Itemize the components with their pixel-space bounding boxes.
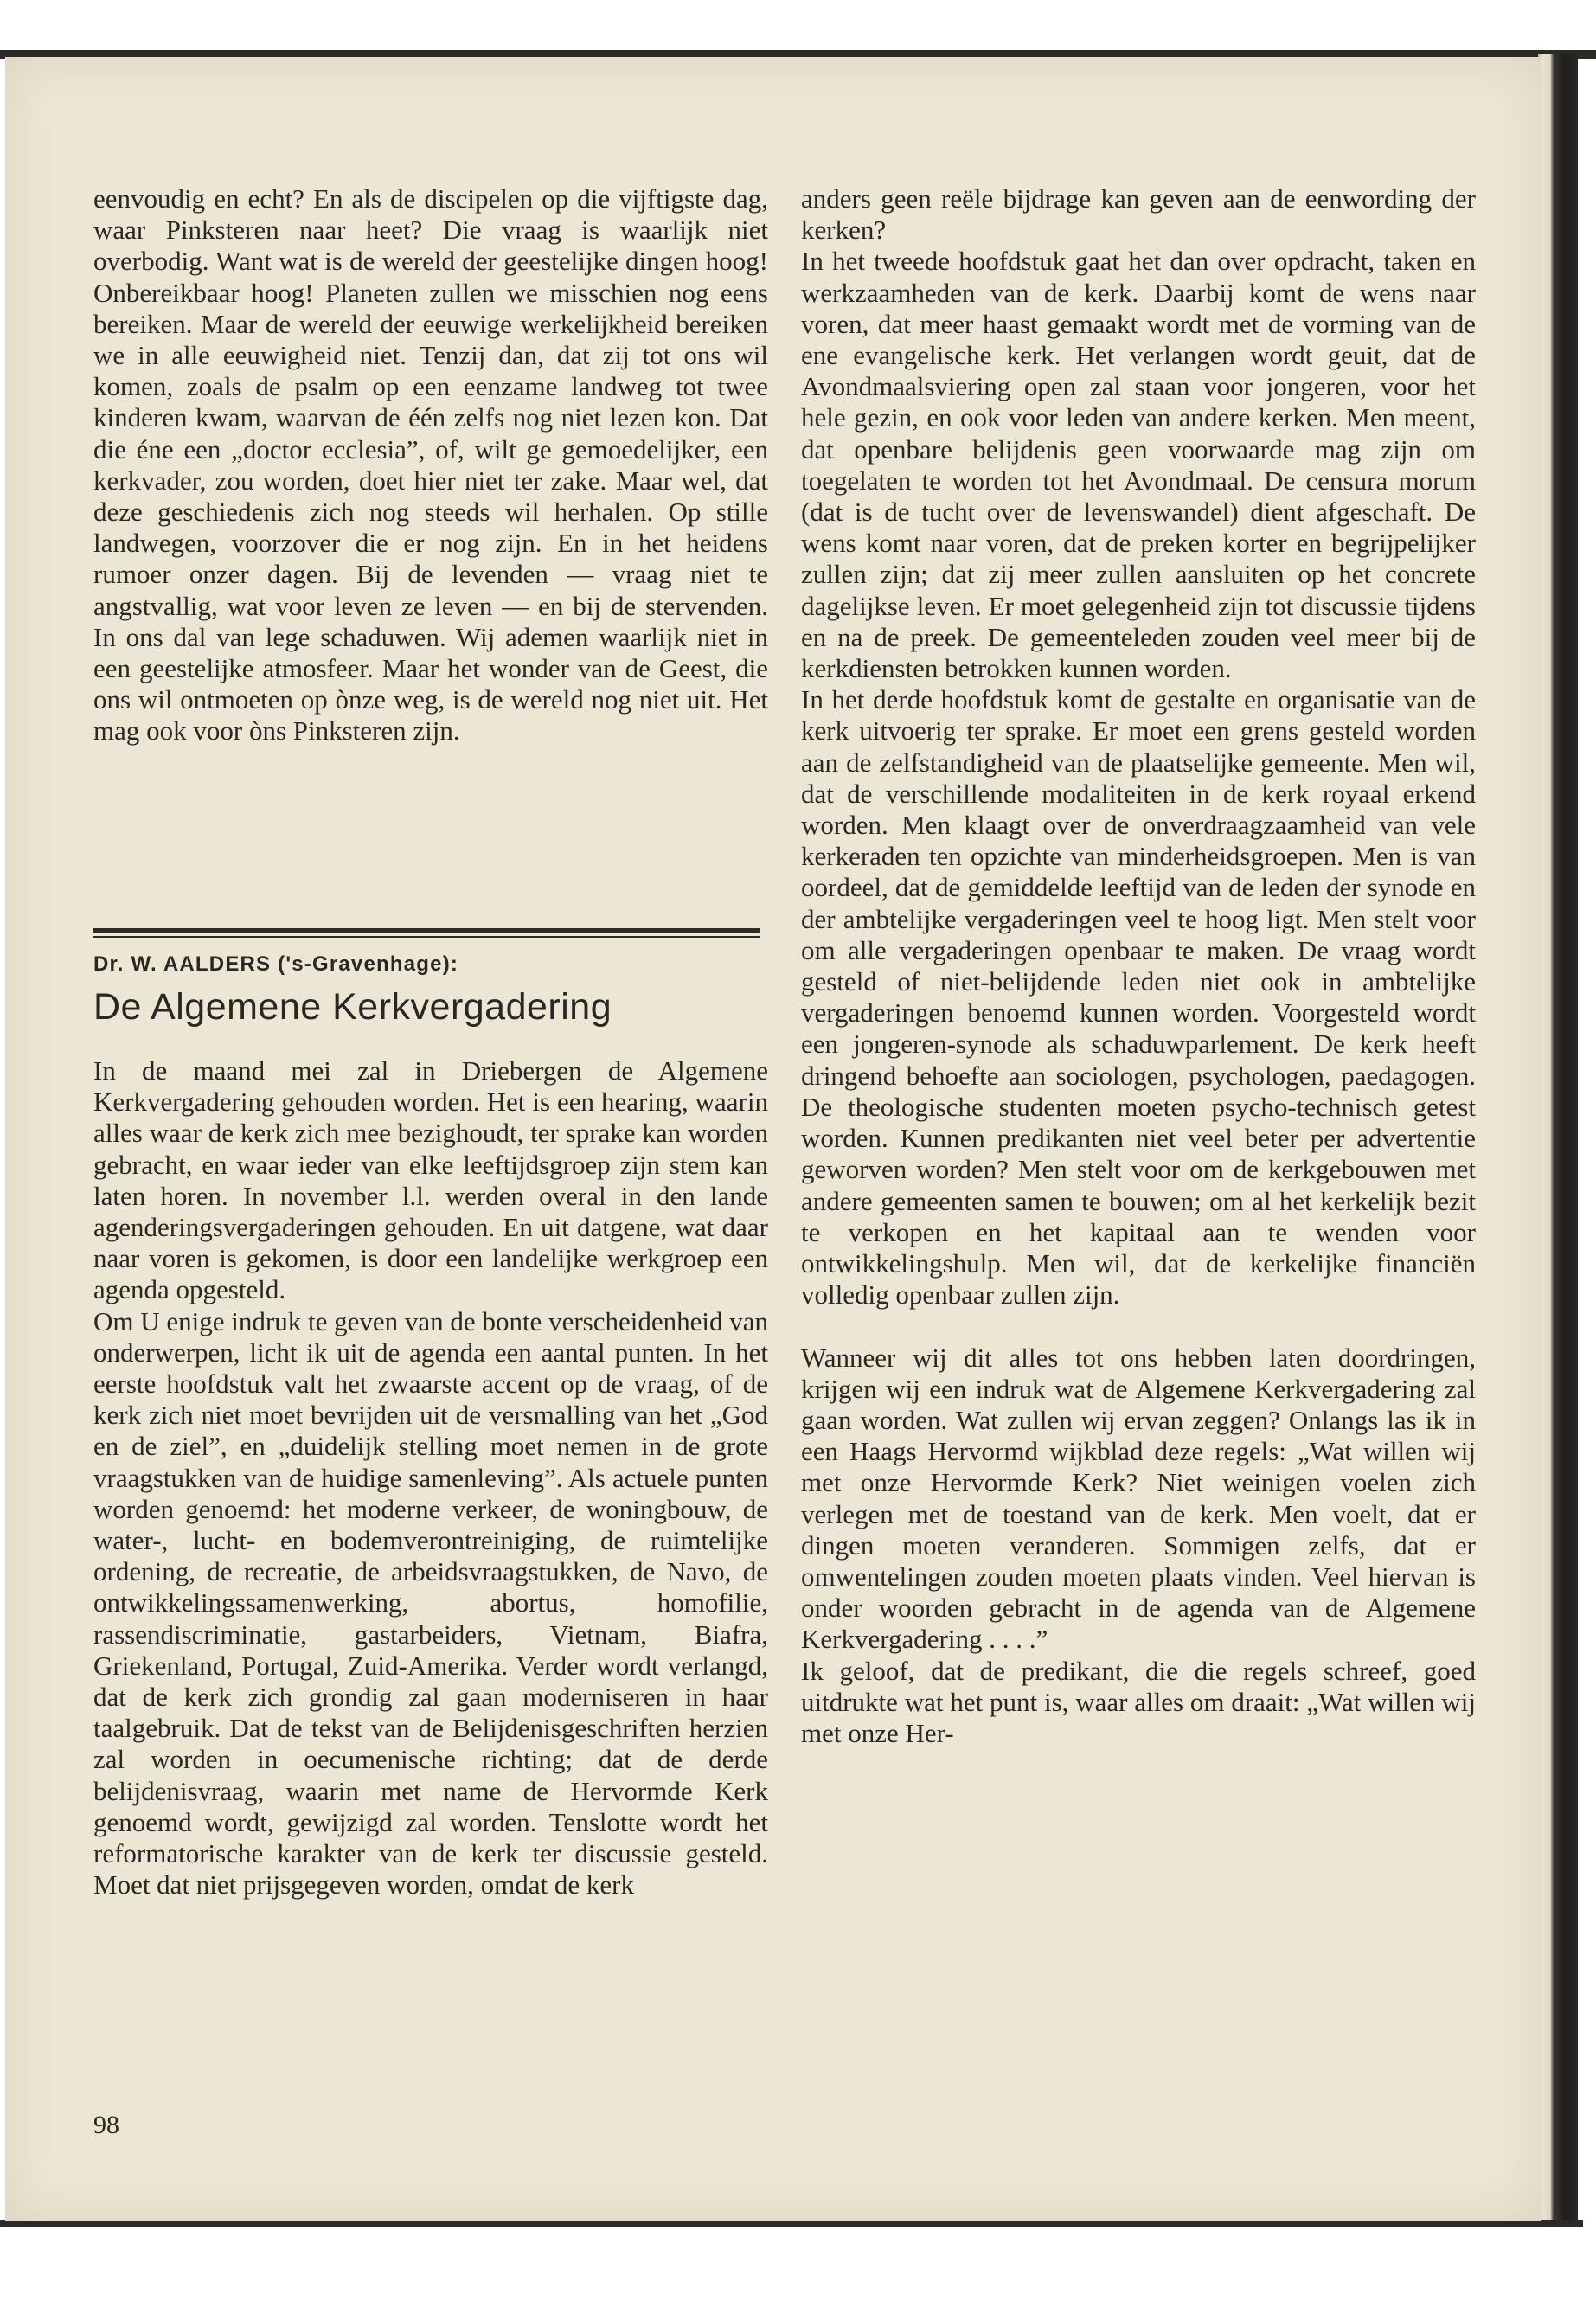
paragraph: anders geen reële bijdrage kan geven aan de eenwording der kerken?: [801, 183, 1476, 246]
paragraph: In het tweede hoofdstuk gaat het dan over opdracht, taken en werkzaamheden van de kerk. Daarbij komt de wens naar voren, dat meer haast gemaakt wordt met de vorming van de ene evangelische kerk. Het verlangen wordt geuit, dat de Avondmaalsviering open zal staan voor jongeren, voor het hele gezin, en ook voor leden van andere kerken. Men meent, dat openbare belijdenis geen voorwaarde mag zijn om toegelaten te worden tot het Avondmaal. De censura morum (dat is de tucht over de levenswandel) dient afgeschaft. De wens komt naar voren, dat de preken korter en begrijpelijker zullen zijn; dat zij meer zullen aansluiten op het concrete dagelijkse leven. Er moet gelegenheid zijn tot discussie tijdens en na de preek. De gemeenteleden zouden veel meer bij de kerkdiensten betrokken kunnen worden.: [801, 246, 1476, 684]
paragraph: Ik geloof, dat de predikant, die die regels schreef, goed uitdrukte wat het punt is, waar alles om draait: „Wat willen wij met onze Her-: [801, 1655, 1476, 1748]
paragraph-gap: [801, 1311, 1476, 1342]
paragraph: Om U enige indruk te geven van de bonte verscheidenheid van onderwerpen, licht ik uit de agenda een aantal punten. In het eerste hoofdstuk valt het zwaarste accent op de vraag, of de kerk zich niet moet bevrijden uit de versmalling van het „God en de ziel”, en „duidelijk stelling moet nemen in de grote vraagstukken van de huidige samenleving”. Als actuele punten worden genoemd: het moderne verkeer, de woningbouw, de water-, lucht- en bodemverontreiniging, de ruimtelijke ordening, de recreatie, de arbeidsvraagstukken, de Navo, de ontwikkelingssamenwerking, abortus, homofilie, rassendiscriminatie, gastarbeiders, Vietnam, Biafra, Griekenland, Portugal, Zuid-Amerika. Verder wordt verlangd, dat de kerk zich grondig zal gaan moderniseren in haar taalgebruik. Dat de tekst van de Belijdenisgeschriften herzien zal worden in oecumenische richting; dat de derde belijdenisvraag, waarin met name de Hervormde Kerk genoemd wordt, gewijzigd zal worden. Tenslotte wordt het reformatorische karakter van de kerk ter discussie gesteld. Moet dat niet prijsgegeven worden, omdat de kerk: [93, 1305, 768, 1900]
paragraph: In de maand mei zal in Driebergen de Algemene Kerkvergadering gehouden worden. Het is een hearing, waarin alles waar de kerk zich mee bezighoudt, ter sprake kan worden gebracht, en waar ieder van elke leeftijdsgroep zijn stem kan laten horen. In november l.l. werden overal in den lande agenderingsvergaderingen gehouden. En uit datgene, wat daar naar voren is gekomen, is door een landelijke werkgroep een agenda opgesteld.: [93, 1055, 768, 1305]
section-divider-thin: [93, 936, 760, 938]
article-byline: Dr. W. AALDERS ('s-Gravenhage):: [93, 952, 459, 976]
page-number: 98: [93, 2111, 119, 2139]
left-column-top-text: [93, 183, 768, 747]
paragraph: Wanneer wij dit alles tot ons hebben laten doordringen, krijgen wij een indruk wat de Algemene Kerkvergadering zal gaan worden. Wat zullen wij ervan zeggen? Onlangs las ik in een Haags Hervormd wijkblad deze regels: „Wat willen wij met onze Hervormde Kerk? Niet weinigen voelen zich verlegen met de toestand van de kerk. Men voelt, dat er dingen moeten veranderen. Sommigen zelfs, dat er omwentelingen zouden moeten plaats vinden. Veel hiervan is onder woorden gebracht in de agenda van de Algemene Kerkvergadering . . . .”: [801, 1342, 1476, 1655]
book-spine: [1538, 54, 1578, 2223]
left-column-article-text: [93, 1055, 768, 1900]
section-divider: [93, 928, 760, 933]
scan-border-top: [0, 0, 1596, 55]
article-title: De Algemene Kerkvergadering: [93, 986, 612, 1028]
paragraph: eenvoudig en echt? En als de discipelen op die vijftigste dag, waar Pinksteren naar heet? Die vraag is waarlijk niet overbodig. Want wat is de wereld der geestelijke dingen hoog! Onbereikbaar hoog! Planeten zullen we misschien nog eens bereiken. Maar de wereld der eeuwige werkelijkheid bereiken we in alle eeuwigheid niet. Tenzij dan, dat zij tot ons wil komen, zoals de psalm op een eenzame landweg tot twee kinderen kwam, waarvan de één zelfs nog niet lezen kon. Dat die éne een „doctor ecclesia”, of, wilt ge gemoedelijker, een kerkvader, zou worden, doet hier niet ter zake. Maar wel, dat deze geschiedenis zich nog steeds wil herhalen. Op stille landwegen, voorzover die er nog zijn. En in het heidens rumoer onzer dagen. Bij de levenden — vraag niet te angstvallig, wat voor leven ze leven — en bij de stervenden. In ons dal van lege schaduwen. Wij ademen waarlijk niet in een geestelijke atmosfeer. Maar het wonder van de Geest, die ons wil ontmoeten op ònze weg, is de wereld nog niet uit. Het mag ook voor òns Pinksteren zijn.: [93, 183, 768, 747]
paragraph: In het derde hoofdstuk komt de gestalte en organisatie van de kerk uitvoerig ter sprake. Er moet een grens gesteld worden aan de zelfstandigheid van de plaatselijke gemeente. Men wil, dat de verschillende modaliteiten in de kerk royaal erkend worden. Men klaagt over de onverdraagzaamheid van vele kerkeraden ten opzichte van minderheidsgroepen. Men is van oordeel, dat de gemiddelde leeftijd van de leden der synode en der ambtelijke vergaderingen veel te hoog ligt. Men stelt voor om alle vergaderingen openbaar te maken. De vraag wordt gesteld of niet-belijdende leden niet ook in ambtelijke vergaderingen benoemd kunnen worden. Voorgesteld wordt een jongeren-synode als schaduwparlement. De kerk heeft dringend behoefte aan sociologen, psychologen, paedagogen. De theologische studenten moeten psycho-technisch getest worden. Kunnen predikanten niet veel beter per advertentie geworven worden? Men stelt voor om de kerkgebouwen met andere gemeenten samen te bouwen; om al het kerkelijk bezit te verkopen en het kapitaal aan te wenden voor ontwikkelingshulp. Men wil, dat de kerkelijke financiën volledig openbaar zullen zijn.: [801, 684, 1476, 1311]
right-column-text: [801, 183, 1476, 1749]
